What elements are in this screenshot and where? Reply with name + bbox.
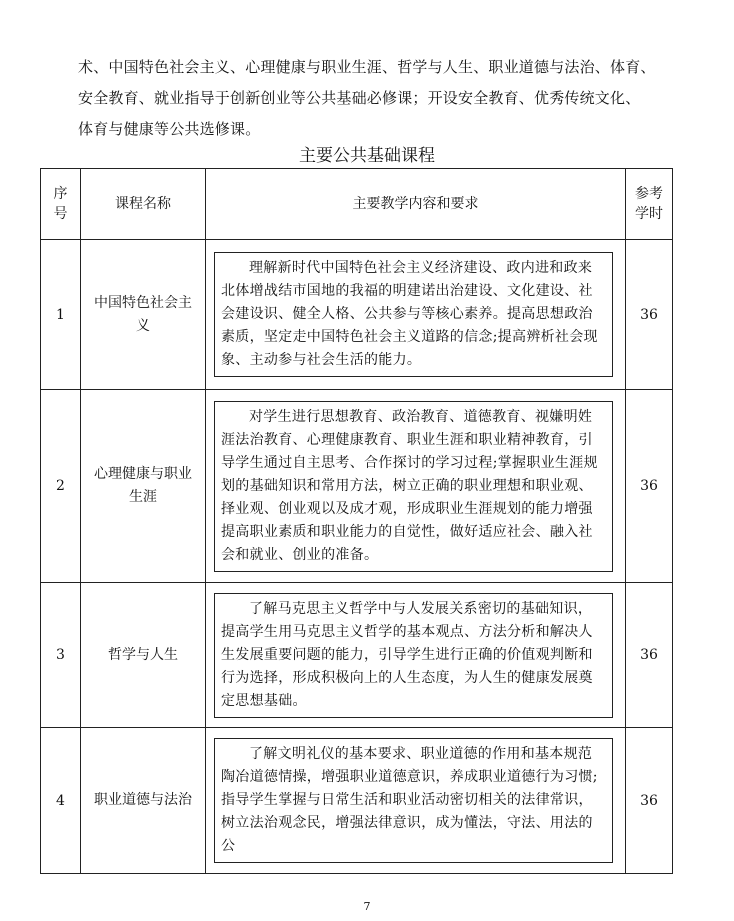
course-content: 对学生进行思想教育、政治教育、道德教育、视嫌明姓涯法治教育、心理健康教育、职业生涯和职业精神教育，引导学生通过自主思考、合作探讨的学习过程;掌握职业生涯规划的基础知识和常用方法，树立正确的职业理想和职业观、择业观、创业观以及成才观，形成职业生涯规划的能力增强提高职业素质和职业能力的自觉性，做好适应社会、融入社会和就业、创业的准备。 xyxy=(214,401,613,572)
course-no: 1 xyxy=(41,240,81,390)
course-name: 中国特色社会主义 xyxy=(81,240,206,390)
table-header-row xyxy=(41,169,673,240)
intro-line: 术、中国特色社会主义、心理健康与职业生涯、哲学与人生、职业道德与法治、体育、 xyxy=(78,58,656,76)
header-no: 序号 xyxy=(41,169,81,240)
course-name: 哲学与人生 xyxy=(81,583,206,728)
course-no: 2 xyxy=(41,390,81,583)
course-hours: 36 xyxy=(626,583,673,728)
course-no: 3 xyxy=(41,583,81,728)
intro-line: 体育与健康等公共选修课。 xyxy=(78,120,261,138)
header-name: 课程名称 xyxy=(81,169,206,240)
course-content: 理解新时代中国特色社会主义经济建设、政内进和政来北体增战结市国地的我福的明建诺出治建设、文化建设、社会建设识、健全人格、公共参与等核心素养。提高思想政治素质，坚定走中国特色社会主义道路的信念;提高辨析社会现象、主动参与社会生活的能力。 xyxy=(214,252,613,377)
table-row xyxy=(41,390,673,583)
table-title: 主要公共基础课程 xyxy=(299,146,435,166)
course-content-cell xyxy=(206,583,626,728)
header-hours: 参考学时 xyxy=(626,169,673,240)
course-hours: 36 xyxy=(626,390,673,583)
course-content-cell xyxy=(206,728,626,874)
table-row xyxy=(41,240,673,390)
page-number: 7 xyxy=(363,900,371,913)
table-row xyxy=(41,728,673,874)
course-content: 了解马克思主义哲学中与人发展关系密切的基础知识，提高学生用马克思主义哲学的基本观点、方法分析和解决人生发展重要问题的能力，引导学生进行正确的价值观判断和行为选择，形成积极向上的人生态度，为人生的健康发展奠定思想基础。 xyxy=(214,593,613,718)
intro-line: 安全教育、就业指导于创新创业等公共基础必修课；开设安全教育、优秀传统文化、 xyxy=(78,89,641,107)
course-hours: 36 xyxy=(626,240,673,390)
header-content: 主要教学内容和要求 xyxy=(206,169,626,240)
course-no: 4 xyxy=(41,728,81,874)
course-content-cell xyxy=(206,240,626,390)
courses-table xyxy=(40,168,673,874)
course-name: 心理健康与职业生涯 xyxy=(81,390,206,583)
intro-paragraph xyxy=(78,52,678,145)
course-content: 了解文明礼仪的基本要求、职业道德的作用和基本规范陶冶道德情操，增强职业道德意识，养成职业道德行为习惯;指导学生掌握与日常生活和职业活动密切相关的法律常识，树立法治观念民，增强法律意识，成为懂法，守法、用法的公 xyxy=(214,738,613,863)
course-name: 职业道德与法治 xyxy=(81,728,206,874)
course-content-cell xyxy=(206,390,626,583)
course-hours: 36 xyxy=(626,728,673,874)
table-row xyxy=(41,583,673,728)
